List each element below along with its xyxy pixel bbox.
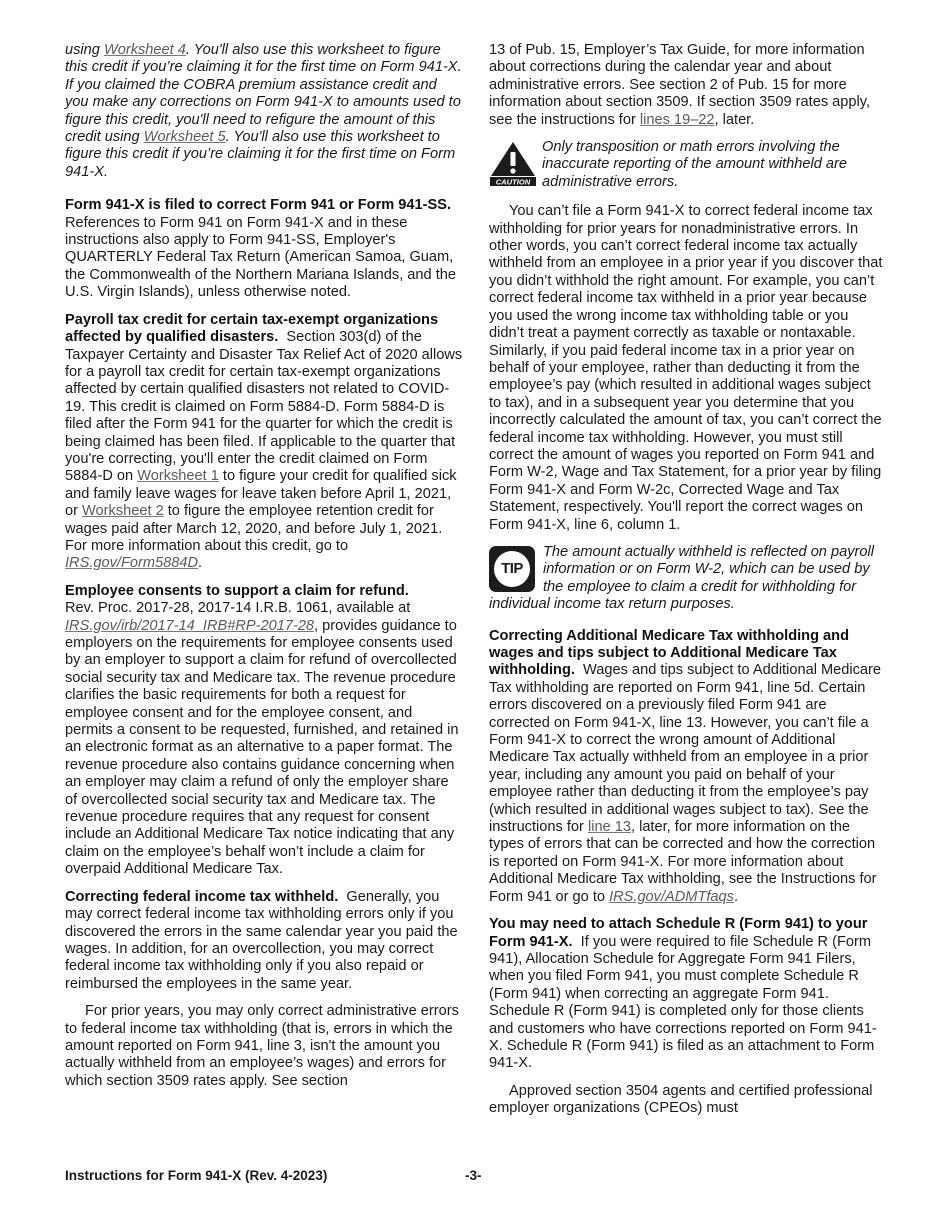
paragraph-correcting-federal-income-tax: Correcting federal income tax withheld. Generally, you may correct federal income tax withholding errors only if you discovered the errors in the same calendar year you paid the wages. In addition, for an overcollection, you may correct federal income tax withholding only if you also repaid or reimbursed the employees in the same year. (65, 888, 458, 992)
link-irs-irb-2017-14[interactable]: IRS.gov/irb/2017-14_IRB#RP-2017-28 (65, 617, 315, 634)
caution-label: CAUTION (495, 177, 531, 187)
caution-callout (489, 139, 887, 191)
left-column (65, 42, 463, 1100)
paragraph-employee-consents: Employee consents to support a claim for refund. Rev. Proc. 2017-28, 2017-14 I.R.B. 1061, available at IRS.gov/irb/2017-14_IRB#RP-2017-28, provides guidance to employers on the requirements for employee consents used by an employer to support a claim for refund of overcollected social security tax and Medicare tax. The revenue procedure clarifies the basic requirements for both a request for employee consent and for the employee consent, and permits a consent to be requested, furnished, and retained in an electronic format as an alternative to a paper format. The revenue procedure also contains guidance concerning when an employer may claim a refund of only the employer share of overcollected social security tax and Medicare tax. The revenue procedure requires that any request for consent include an Additional Medicare Tax notice indicating that any claim on the employee’s behalf won’t include a claim for overpaid Additional Medicare Tax. (65, 582, 459, 878)
link-worksheet-2[interactable]: Worksheet 2 (82, 503, 164, 520)
link-irs-form5884d[interactable]: IRS.gov/Form5884D (65, 555, 199, 572)
link-lines-19-22[interactable]: lines 19–22 (639, 111, 715, 128)
section-heading: Employee consents to support a claim for refund. (65, 582, 409, 599)
section-heading: Form 941-X is filed to correct Form 941 or Form 941-SS. (65, 197, 452, 214)
caution-text: Only transposition or math errors involving the inaccurate reporting of the amount withheld are administrative errors. (542, 139, 848, 190)
link-worksheet-4[interactable]: Worksheet 4 (103, 42, 186, 58)
section-heading: Payroll tax credit for certain tax-exempt organizations affected by qualified disasters. (65, 311, 439, 346)
section-heading: Correcting federal income tax withheld. (65, 888, 339, 905)
paragraph-section-3504-agents: Approved section 3504 agents and certified professional employer organizations (CPEOs) must (489, 1082, 873, 1117)
tip-label: TIP (494, 551, 530, 587)
section-heading: Correcting Additional Medicare Tax withholding and wages and tips subject to Additional Medicare Tax withholding. (489, 627, 849, 679)
section-heading: You may need to attach Schedule R (Form 941) to your Form 941-X. (489, 916, 868, 950)
tip-callout (489, 544, 887, 614)
paragraph-schedule-r: You may need to attach Schedule R (Form 941) to your Form 941-X. If you were required to file Schedule R (Form 941), Allocation Schedule for Aggregate Form 941 Filers, when you filed Form 941, you must complete Schedule R (Form 941) when correcting an aggregate Form 941. Schedule R (Form 941) is completed only for those clients and customers who have corrections reported on Form 941-X. Schedule R (Form 941) is filed as an attachment to Form 941-X. (489, 916, 877, 1072)
paragraph-nonadministrative-errors: You can’t file a Form 941-X to correct federal income tax withholding for prior years for nonadministrative errors. In other words, you can’t correct federal income tax actually withheld from an employee in a prior year if you discover that you didn’t withhold the right amount. For example, you can’t correct federal income tax withheld in a prior year because you used the wrong income tax withholding table or you didn’t treat a payment correctly as taxable or nontaxable. Similarly, if you paid federal income tax in a prior year on behalf of your employee, rather than deducting it from the employee’s pay (which resulted in additional wages subject to tax), and in a subsequent year you determine that you incorrectly calculated the amount of tax, you can’t correct the federal income tax withholding. However, you must still correct the amount of wages you reported on Form 941 and Form W-2, Wage and Tax Statement, for a prior year by filing Form 941-X and Form W-2c, Corrected Wage and Tax Statement, respectively. You'll report the correct wages on Form 941-X, line 6, column 1. (489, 203, 883, 533)
link-irs-admtfaqs[interactable]: IRS.gov/ADMTfaqs (609, 888, 734, 905)
tip-text: The amount actually withheld is reflected on payroll information or on Form W-2, which can be used by the employee to claim a credit for withholding for individual income tax return purposes. (489, 543, 874, 613)
paragraph-worksheet-4-5: using Worksheet 4. You'll also use this worksheet to figure this credit if you’re claiming it for the first time on Form 941-X. If you claimed the COBRA premium assistance credit and you make any corrections on Form 941-X to amounts used to figure this credit, you'll need to refigure the amount of this credit using Worksheet 5. You'll also use this worksheet to figure this credit if you’re claiming it for the first time on Form 941-X. (65, 42, 462, 180)
paragraph-payroll-tax-credit: Payroll tax credit for certain tax-exempt organizations affected by qualified disasters. Section 303(d) of the Taxpayer Certainty and Disaster Tax Relief Act of 2020 allows for a payroll tax credit for certain tax-exempt organizations affected by certain qualified disasters not related to COVID-19. This credit is claimed on Form 5884-D. Form 5884-D is filed after the Form 941 for the quarter for which the credit is being claimed has been filed. If applicable to the quarter that you're correcting, you'll enter the credit claimed on Form 5884-D on Worksheet 1 to figure your credit for qualified sick and family leave wages for leave taken before April 1, 2021, or Worksheet 2 to figure the employee retention credit for wages paid after March 12, 2020, and before July 1, 2021. For more information about this credit, go to IRS.gov/Form5884D. (65, 311, 463, 572)
link-worksheet-5[interactable]: Worksheet 5 (143, 129, 226, 146)
footer-title: Instructions for Form 941-X (Rev. 4-2023) (65, 1168, 328, 1183)
paragraph-additional-medicare-tax: Correcting Additional Medicare Tax withholding and wages and tips subject to Additional Medicare Tax withholding. Wages and tips subject to Additional Medicare Tax withholding are reported on Form 941, line 5d. Certain errors discovered on a previously filed Form 941 are corrected on Form 941-X, line 13. However, you can’t file a Form 941-X to correct the wrong amount of Additional Medicare Tax actually withheld from an employee in a prior year, including any amount you paid on behalf of your employee rather than deducting it from the employee’s pay (which resulted in additional wages subject to tax). See the instructions for line 13, later, for more information on the types of errors that can be corrected and how the correction is reported on Form 941-X. For more information about Additional Medicare Tax withholding, see the Instructions for Form 941 or go to IRS.gov/ADMTfaqs. (489, 627, 882, 905)
paragraph-form-941-ss: Form 941-X is filed to correct Form 941 or Form 941-SS. References to Form 941 on Form 941-X and in these instructions also apply to Form 941-SS, Employer's QUARTERLY Federal Tax Return (American Samoa, Guam, the Commonwealth of the Northern Mariana Islands, and the U.S. Virgin Islands), unless otherwise noted. (65, 197, 457, 301)
paragraph-prior-years: For prior years, you may only correct administrative errors to federal income tax withholding (that is, errors in which the amount reported on Form 941, line 3, isn't the amount you actually withheld from an employee’s wages) and errors for which section 3509 rates apply. See section (65, 1003, 459, 1089)
tip-icon (489, 546, 535, 592)
link-worksheet-1[interactable]: Worksheet 1 (137, 468, 219, 485)
caution-icon (489, 140, 537, 186)
link-line-13[interactable]: line 13 (587, 819, 631, 836)
paragraph-pub-15: 13 of Pub. 15, Employer’s Tax Guide, for more information about corrections during the calendar year and about administrative errors. See section 2 of Pub. 15 for more information about section 3509. If section 3509 rates apply, see the instructions for lines 19–22, later. (489, 42, 871, 128)
page-number: -3- (465, 1168, 482, 1183)
page-footer (65, 1168, 887, 1183)
right-column (489, 42, 887, 1128)
